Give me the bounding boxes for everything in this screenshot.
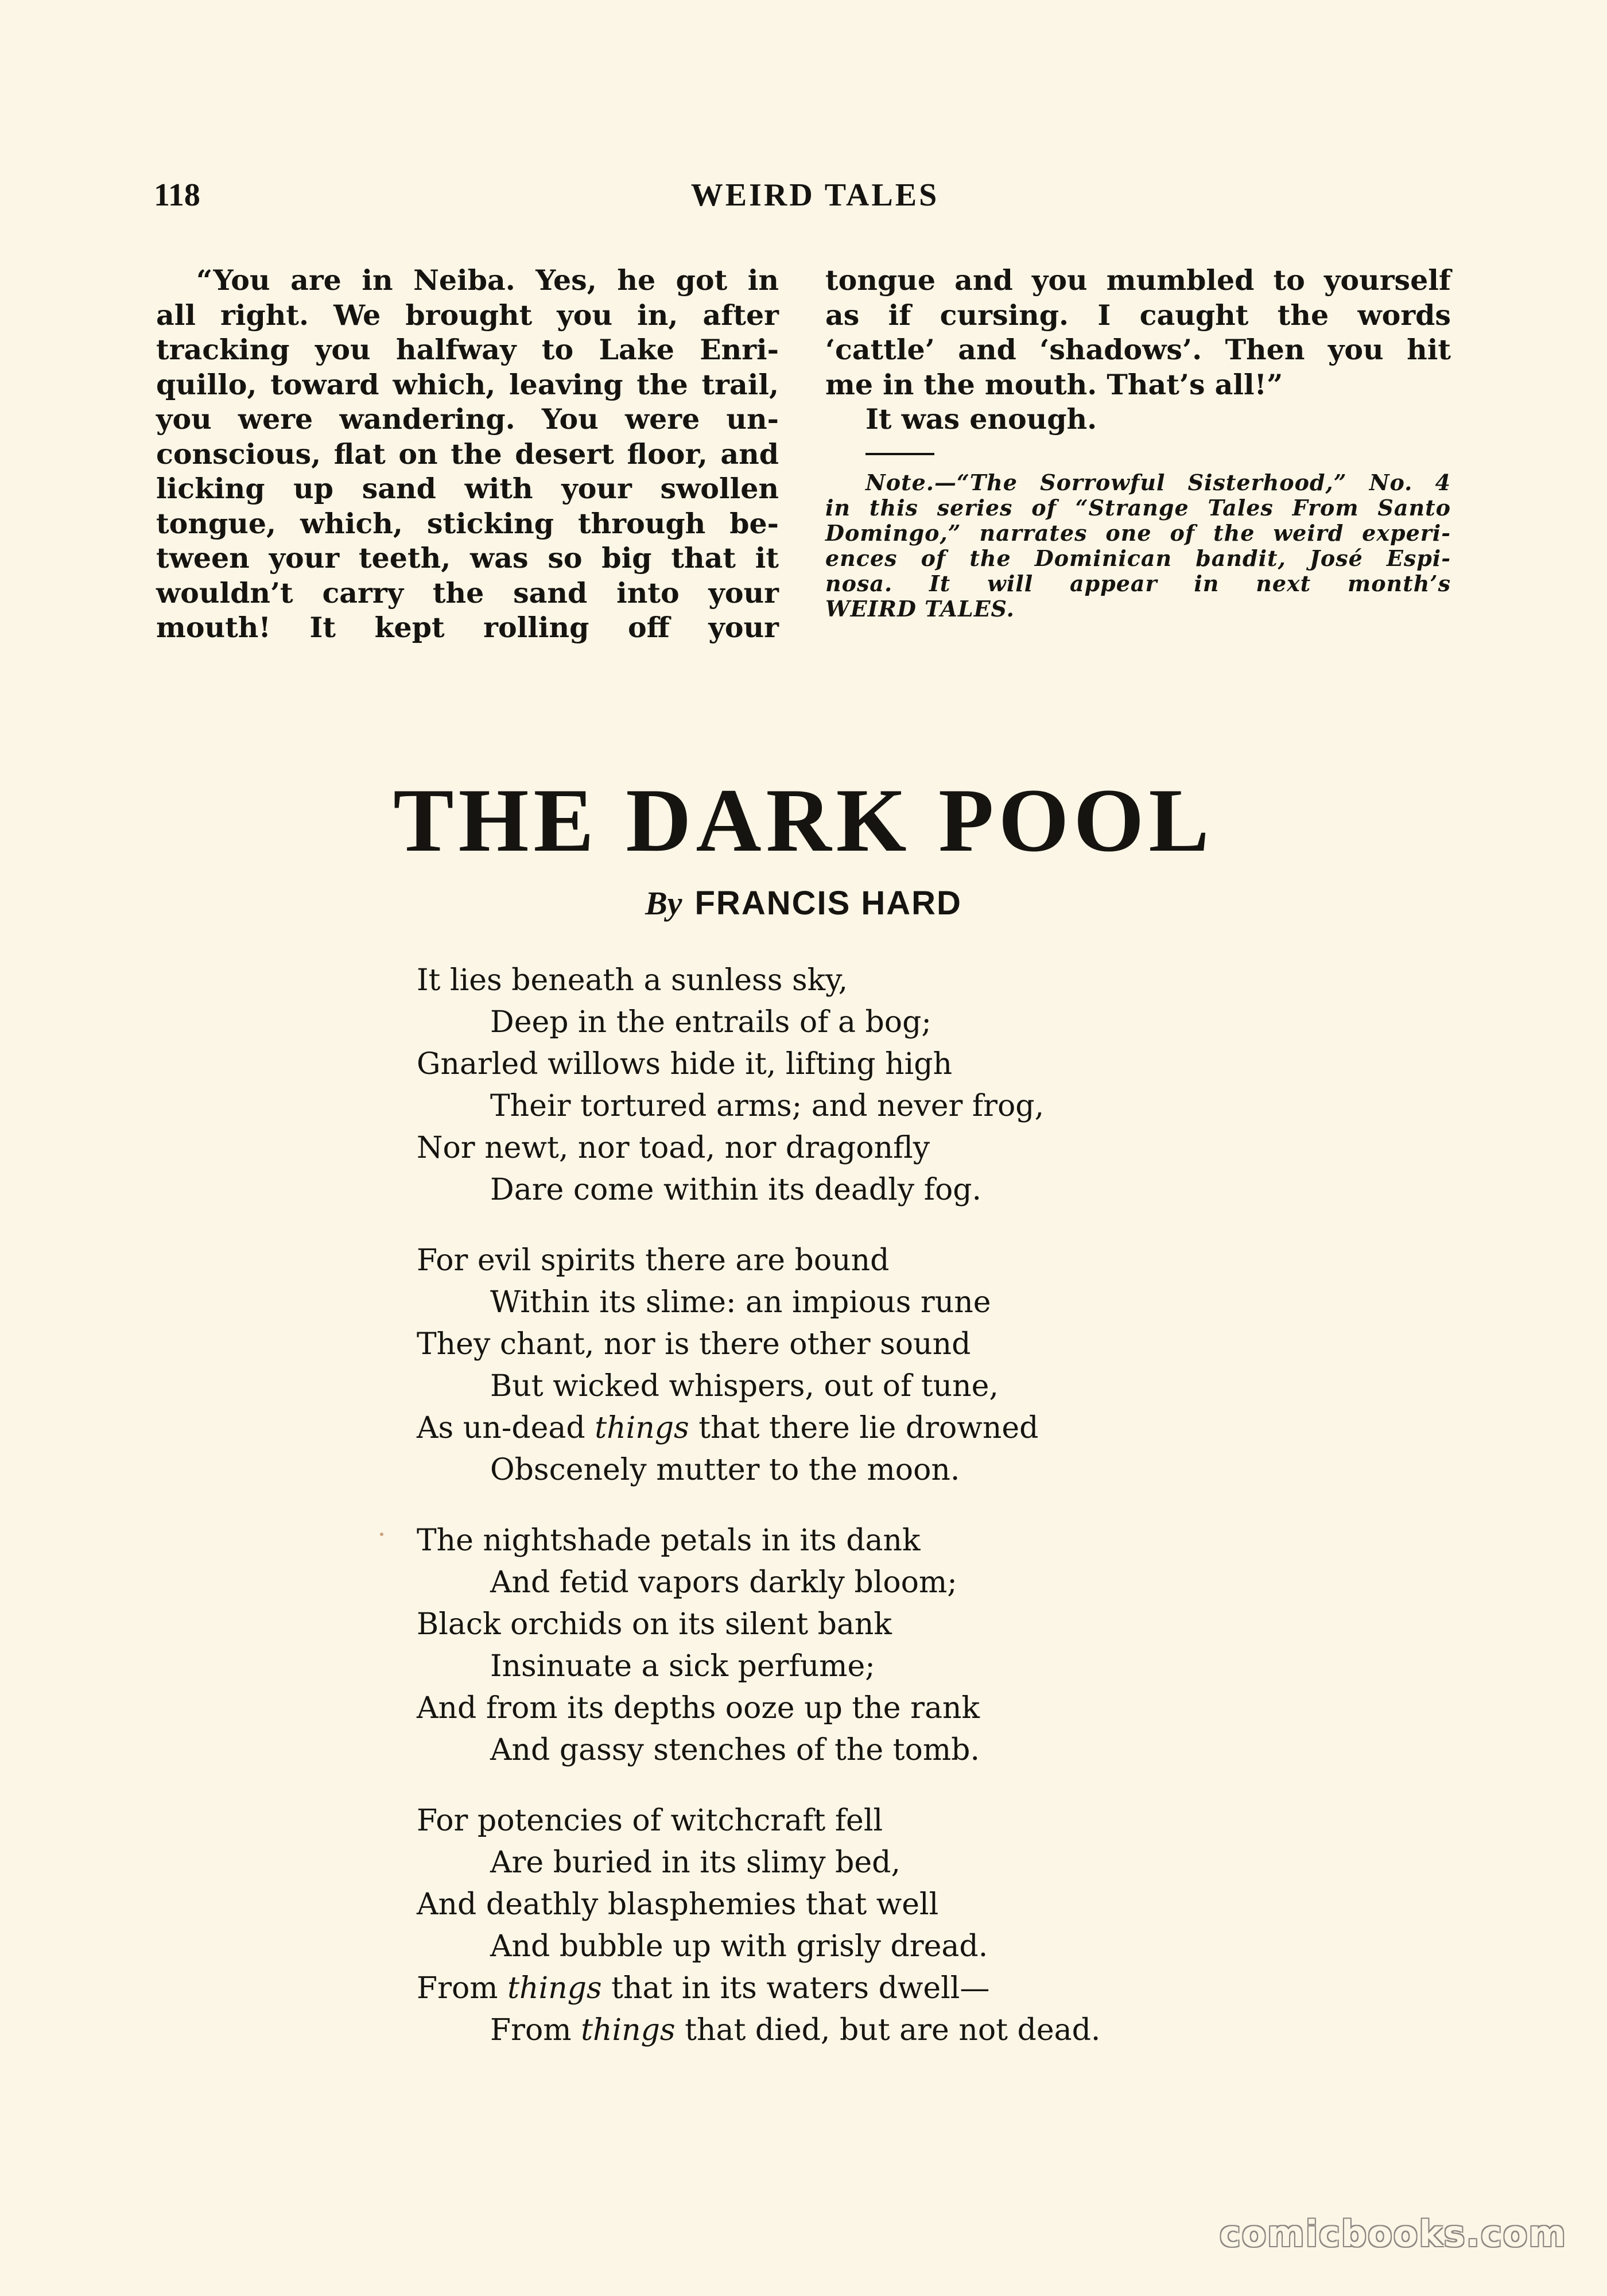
poem-verse-line: From things that died, but are not dead. [490,2013,1101,2047]
poem-verse-line: But wicked whispers, out of tune, [490,1369,999,1403]
story-text-line: as if cursing. I caught the words [825,298,1451,332]
story-text-line: tween your teeth, was so big that it [156,541,779,575]
poem-stanza [417,1240,1100,1491]
poem-byline [517,884,1090,922]
story-text-line: quillo, toward which, leaving the trail, [156,367,779,401]
story-text-line: me in the mouth. That’s all!” [825,367,1283,401]
story-text-line: all right. We brought you in, after [156,298,779,332]
poem-verse-line: As un-dead things that there lie drowned [417,1411,1039,1445]
poem-verse-line: Deep in the entrails of a bog; [490,1005,931,1040]
poem-verse-line: Nor newt, nor toad, nor dragonfly [417,1131,930,1165]
note-text-line: nosa. It will appear in next month’s [825,570,1451,596]
poem-verse-line: Insinuate a sick perfume; [490,1649,875,1684]
note-text-line: WEIRD TALES. [825,595,1015,622]
poem-verse-line: Within its slime: an impious rune [490,1285,991,1320]
story-text-line: you were wandering. You were un- [156,402,779,436]
story-text-line: tracking you halfway to Lake Enri- [156,333,779,366]
poem-verse-line: And deathly blasphemies that well [417,1887,939,1922]
poem-verse-line: And from its depths ooze up the rank [417,1691,980,1725]
right-column-story-text [825,263,1451,622]
note-text-line: Domingo,” narrates one of the weird experi- [825,519,1451,546]
poem-verse-line: They chant, nor is there other sound [417,1327,971,1362]
story-text-line: tongue, which, sticking through be- [156,506,779,540]
poem-verse-line: Are buried in its slimy bed, [490,1845,900,1880]
poem-verse-line: Gnarled willows hide it, lifting high [417,1047,953,1081]
poem-verse-line: Black orchids on its silent bank [417,1607,892,1642]
poem-verse-line: For evil spirits there are bound [417,1243,890,1278]
poem-verse-line: The nightshade petals in its dank [417,1523,921,1558]
poem-verse-line: And bubble up with grisly dread. [490,1929,988,1964]
story-text-line: licking up sand with your swollen [156,472,779,505]
italic-emphasis: things [595,1411,689,1445]
poem-verse-line: Their tortured arms; and never frog, [490,1089,1045,1123]
page-number: 118 [154,177,200,213]
poem-title: THE DARK POOL [393,770,1214,871]
poem-stanza [417,1800,1100,2051]
site-watermark: comicbooks.com [1219,2213,1567,2255]
note-text-line: Note.—“The Sorrowful Sisterhood,” No. 4 [865,469,1451,495]
poem-stanza [417,960,1100,1211]
note-text-line: in this series of “Strange Tales From Santo [825,494,1451,521]
story-text-line: tongue and you mumbled to yourself [825,263,1451,297]
poem-verse-line: Dare come within its deadly fog. [490,1173,982,1207]
italic-emphasis: things [507,1971,602,2006]
running-header-title: WEIRD TALES [690,177,940,213]
editor-note [825,470,1451,622]
italic-emphasis: things [581,2013,676,2047]
story-text-line: ‘cattle’ and ‘shadows’. Then you hit [825,333,1451,366]
poem-verse-line: From things that in its waters dwell— [417,1971,990,2006]
story-text-line: “You are in Neiba. Yes, he got in [196,263,779,297]
poem-verse-line: For potencies of witchcraft fell [417,1804,883,1838]
story-text-line: wouldn’t carry the sand into your [156,576,779,610]
poem-author: FRANCIS HARD [694,885,962,922]
poem-verse-line: And fetid vapors darkly bloom; [490,1565,957,1600]
poem-verse-line: And gassy stenches of the tomb. [490,1733,980,1767]
poem-verse-line: Obscenely mutter to the moon. [490,1453,960,1487]
poem-verse-line: It lies beneath a sunless sky, [417,963,848,998]
story-closing-line: It was enough. [865,402,1097,436]
story-text-line: conscious, flat on the desert floor, and [156,437,779,471]
byline-by: By [645,885,682,922]
note-divider-rule [865,453,934,455]
poem-body [417,960,1100,2080]
poem-stanza [417,1520,1100,1771]
left-column-story-text [156,263,779,645]
ink-speck [380,1533,383,1536]
note-text-line: ences of the Dominican bandit, José Espi- [825,545,1451,571]
story-text-line: mouth! It kept rolling off your [156,611,779,644]
